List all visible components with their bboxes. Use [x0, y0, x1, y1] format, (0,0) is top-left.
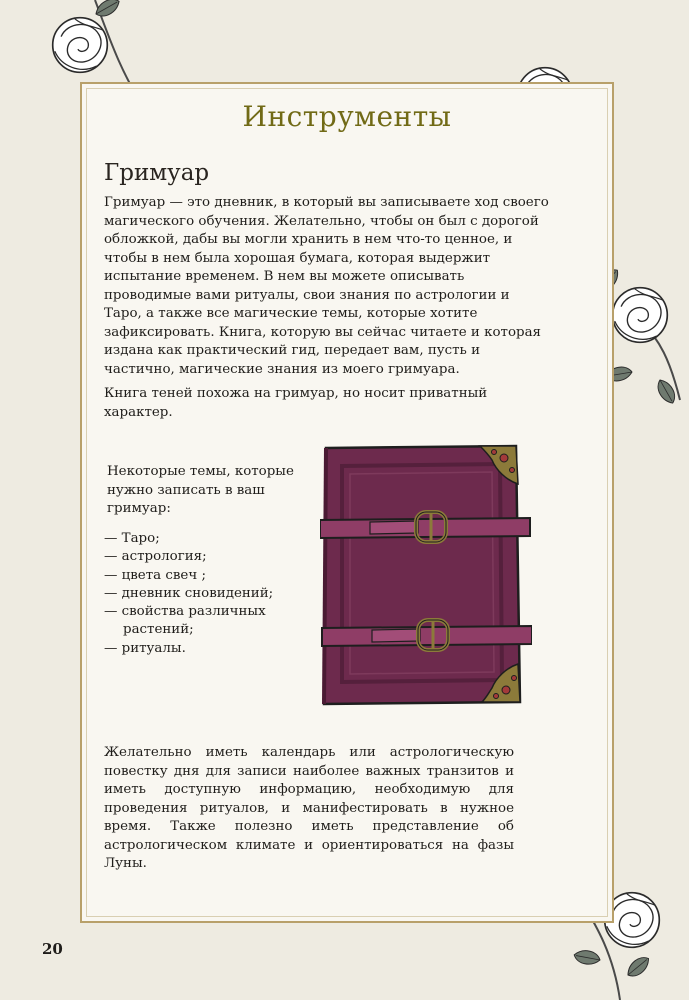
- list-item: — свойства различных растений;: [104, 604, 266, 638]
- page-number: 20: [42, 940, 63, 958]
- topics-intro: Некоторые темы, которые нужно записать в ваш гримуар:: [107, 464, 294, 516]
- paragraph-calendar-advice: Желательно иметь календарь или астрологическую повестку дня для записи наиболее важных транзитов и иметь доступную информацию, необходимую для проведения ритуалов, и манифестировать в нужное время. Также полезно иметь представление об астрологическом климате и ориентироваться на фазы Луны.: [104, 745, 514, 871]
- leaf-icon: [573, 946, 602, 968]
- list-item: — Таро;: [104, 531, 160, 546]
- topics-list: [104, 530, 283, 658]
- rose-icon: [53, 18, 108, 73]
- section-title: Инструменты: [242, 100, 452, 133]
- subtitle: Гримуар: [104, 160, 210, 186]
- leaf-icon: [624, 954, 653, 979]
- paragraph-book-of-shadows: Книга теней похожа на гримуар, но носит приватный характер.: [104, 386, 488, 420]
- list-item: — астрология;: [104, 549, 207, 565]
- list-item: — ритуалы.: [104, 640, 186, 656]
- paragraph-grimoire-description: Гримуар — это дневник, в который вы записываете ход своего магического обучения. Желательно, чтобы он был с дорогой обложкой, дабы вы могли хранить в нем что-то ценное, и чтобы в нем была хорошая бумага, которая выдержит испытание временем. В нем вы можете описывать проводимые вами ритуалы, свои знания по астрологии и Таро, а также все магические темы, которые хотите зафиксировать. Книга, которую вы сейчас читаете и которая издана как практический гид, передает вам, пусть и частично, магические знания из моего гримуара.: [104, 195, 549, 377]
- grimoire-book-illustration: [320, 440, 532, 710]
- list-item: — дневник сновидений;: [104, 585, 274, 601]
- leaf-icon: [93, 0, 122, 19]
- list-item: — цвета свеч ;: [104, 567, 206, 583]
- rose-icon: [613, 288, 668, 343]
